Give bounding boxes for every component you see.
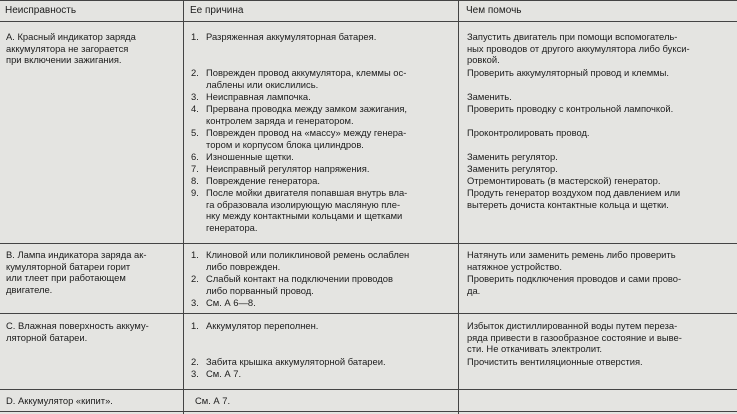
remedy-text-line: Проконтролировать провод. [467,127,590,138]
cause-number: 5. [191,127,199,138]
cause-text-line: См. А 7. [206,368,242,379]
fault-text-line: D. Аккумулятор «кипит». [6,395,113,406]
cause-text-line: лаблены или окислились. [206,78,319,90]
remedy-text-line: Проверить аккумуляторный провод и клеммы. [467,67,669,78]
fault-text-line: или тлеет при работающем [6,272,126,284]
remedy-text-line: Натянуть или заменить ремень либо проверить [467,249,676,260]
fault-text-line: A. Красный индикатор заряда [6,31,136,42]
header-divider [0,21,737,22]
cause-number: 3. [191,297,199,308]
remedy-text-line: натяжное устройство. [467,260,562,272]
cause-number: 8. [191,175,199,186]
cause-text-line: либо поврежден. [206,260,281,272]
remedy-text-line: да. [467,284,481,296]
remedy-text-line: Прочистить вентиляционные отверстия. [467,356,643,367]
cause-text-line: Аккумулятор переполнен. [206,320,319,331]
row-divider-b [0,243,737,244]
fault-text-line: кумуляторной батареи горит [6,260,131,272]
column-divider-2 [458,0,459,414]
cause-text-line: Поврежден провод на «массу» между генера- [206,127,407,138]
fault-text-line: при включении зажигания. [6,54,122,66]
remedy-text-line: Избыток дистиллированной воды путем переза- [467,320,678,331]
fault-text-line: C. Влажная поверхность аккуму- [6,320,149,331]
cause-text-line: тором и корпусом блока цилиндров. [206,138,364,150]
cause-text-line: Разряженная аккумуляторная батарея. [206,31,377,42]
cause-number: 2. [191,356,199,367]
cause-text-line: га образовала изолирующую масляную пле- [206,198,401,210]
cause-text-line: нку между контактными кольцами и щетками [206,210,403,222]
cause-number: 1. [191,320,199,331]
cause-number: 1. [191,249,199,260]
cause-text-line: Изношенные щетки. [206,151,294,162]
header-fault: Неисправность [5,5,77,16]
cause-number: 3. [191,368,199,379]
row-divider-c [0,313,737,314]
remedy-text-line: ряда привести в газообразное состояние и выве- [467,331,682,343]
remedy-text-line: Проверить подключения проводов и сами прово- [467,273,682,284]
remedy-text-line: Заменить регулятор. [467,151,558,162]
cause-number: 7. [191,163,199,174]
cause-number: 3. [191,91,199,102]
cause-number: 9. [191,187,199,198]
cause-text-line: Повреждение генератора. [206,175,320,186]
remedy-text-line: Запустить двигатель при помощи вспомогатель- [467,31,678,42]
remedy-text-line: сти. Не откачивать электролит. [467,343,602,355]
cause-text-line: контролем заряда и генератором. [206,114,354,126]
cause-text-line: Клиновой или поликлиновой ремень ослаблен [206,249,410,260]
cause-text-line: Поврежден провод аккумулятора, клеммы ос- [206,67,407,78]
cause-text-line: либо порванный провод. [206,284,314,296]
table-border-bottom [0,411,737,412]
cause-number: 6. [191,151,199,162]
cause-text-line: См. А 7. [195,395,231,406]
fault-text-line: B. Лампа индикатора заряда ак- [6,249,147,260]
remedy-text-line: Заменить. [467,91,512,102]
column-divider-1 [183,0,184,414]
cause-text-line: Неисправный регулятор напряжения. [206,163,370,174]
cause-number: 1. [191,31,199,42]
fault-text-line: двигателе. [6,283,53,295]
cause-number: 2. [191,273,199,284]
remedy-text-line: Продуть генератор воздухом под давлением или [467,187,681,198]
cause-text-line: Слабый контакт на подключении проводов [206,273,393,284]
table-border-top [0,0,737,1]
cause-text-line: После мойки двигателя попавшая внутрь вла- [206,187,408,198]
remedy-text-line: ровкой. [467,54,500,66]
cause-number: 2. [191,67,199,78]
header-cause: Ее причина [190,5,244,16]
header-remedy: Чем помочь [466,5,522,16]
remedy-text-line: Отремонтировать (в мастерской) генератор. [467,175,661,186]
fault-text-line: аккумулятора не загорается [6,42,129,54]
cause-text-line: генератора. [206,221,258,233]
remedy-text-line: вытереть дочиста контактные кольца и щетки. [467,198,669,210]
cause-text-line: Прервана проводка между замком зажигания, [206,103,408,114]
cause-text-line: Неисправная лампочка. [206,91,311,102]
cause-number: 4. [191,103,199,114]
cause-text-line: См. А 6—8. [206,297,256,308]
row-divider-d [0,389,737,390]
fault-text-line: ляторной батареи. [6,331,88,343]
remedy-text-line: ных проводов от другого аккумулятора либо букси- [467,42,690,54]
cause-text-line: Забита крышка аккумуляторной батареи. [206,356,386,367]
remedy-text-line: Проверить проводку с контрольной лампочкой. [467,103,674,114]
remedy-text-line: Заменить регулятор. [467,163,558,174]
